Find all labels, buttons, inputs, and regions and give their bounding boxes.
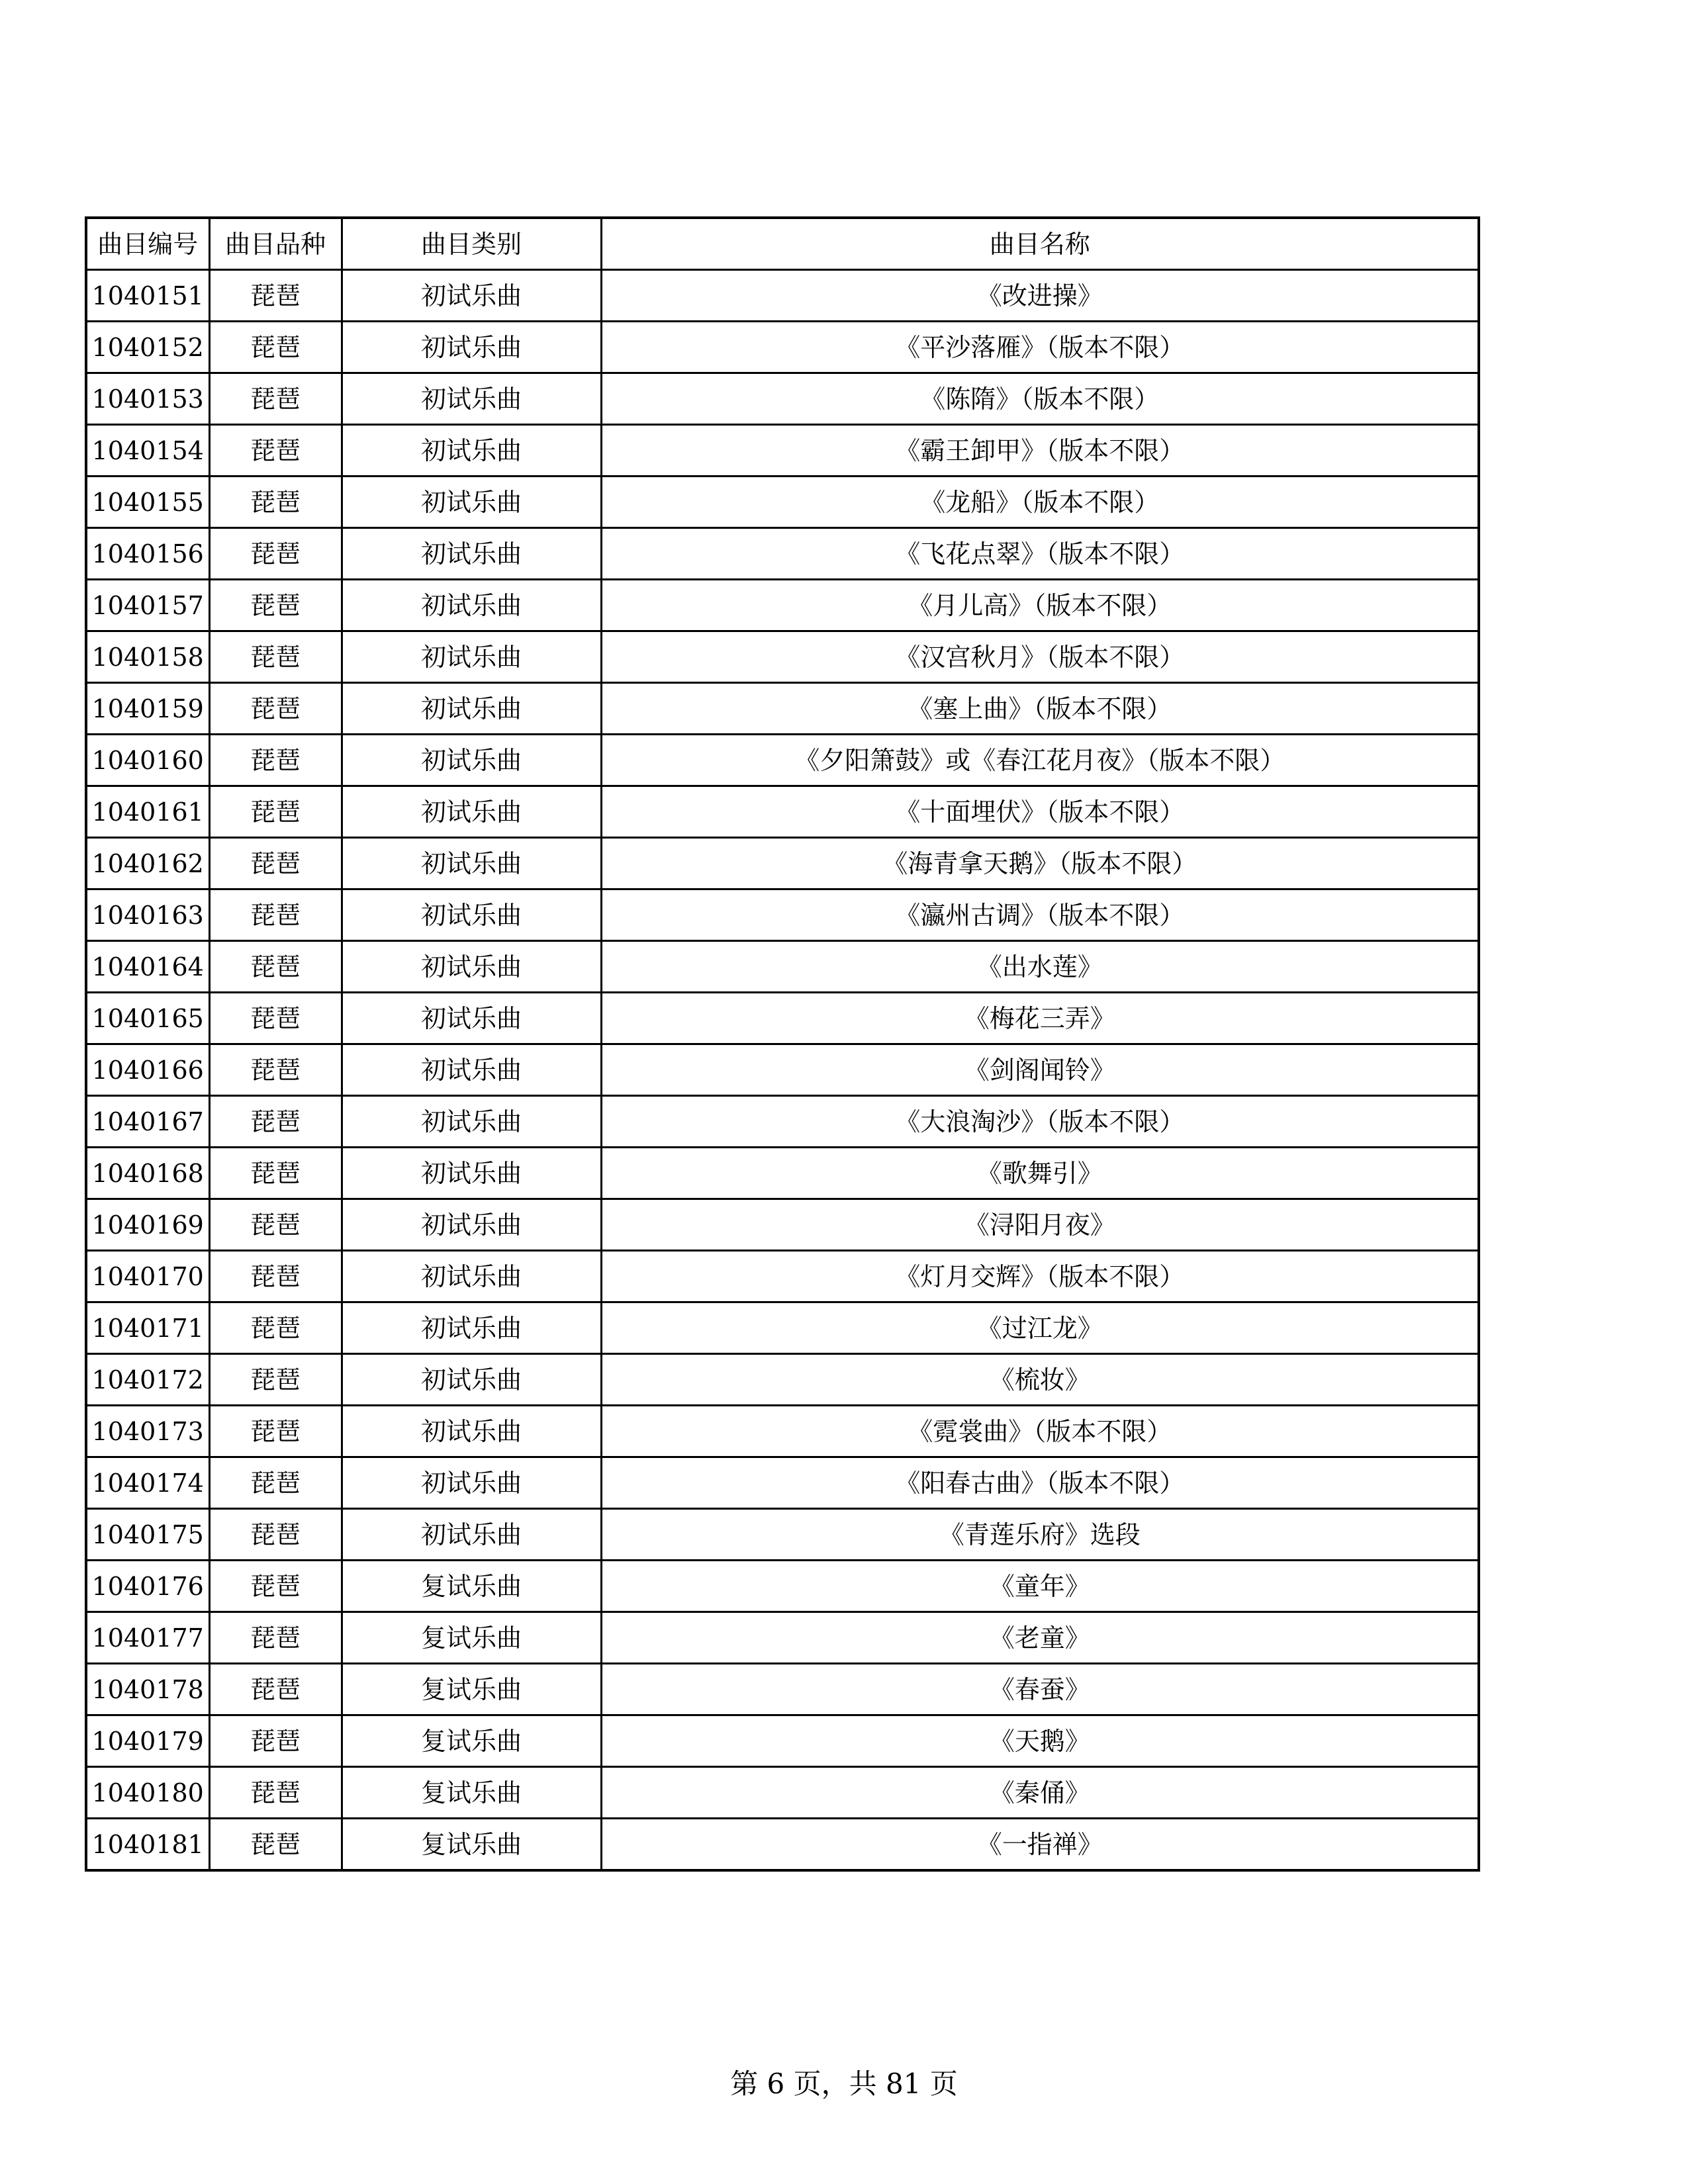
table-row <box>86 1715 1479 1767</box>
cell-category: 初试乐曲 <box>342 1199 601 1251</box>
cell-piece-number: 1040172 <box>86 1354 209 1406</box>
cell-category: 初试乐曲 <box>342 1251 601 1302</box>
cell-piece-number: 1040153 <box>86 373 209 425</box>
cell-instrument: 琵琶 <box>209 1819 342 1871</box>
header-category: 曲目类别 <box>342 218 601 270</box>
cell-piece-number: 1040161 <box>86 786 209 838</box>
cell-piece-number: 1040174 <box>86 1457 209 1509</box>
table-row <box>86 683 1479 735</box>
cell-piece-number: 1040164 <box>86 941 209 993</box>
cell-instrument: 琵琶 <box>209 941 342 993</box>
cell-piece-title: 《阳春古曲》（版本不限） <box>601 1457 1479 1509</box>
table-row <box>86 1819 1479 1871</box>
table-row <box>86 941 1479 993</box>
cell-piece-number: 1040175 <box>86 1509 209 1561</box>
cell-piece-number: 1040158 <box>86 631 209 683</box>
cell-instrument: 琵琶 <box>209 1044 342 1096</box>
cell-piece-title: 《改进操》 <box>601 270 1479 322</box>
cell-instrument: 琵琶 <box>209 838 342 889</box>
cell-category: 初试乐曲 <box>342 1406 601 1457</box>
cell-piece-number: 1040162 <box>86 838 209 889</box>
cell-piece-number: 1040170 <box>86 1251 209 1302</box>
table-row <box>86 1561 1479 1612</box>
table-row <box>86 580 1479 631</box>
table-row <box>86 786 1479 838</box>
cell-instrument: 琵琶 <box>209 1767 342 1819</box>
cell-piece-title: 《老童》 <box>601 1612 1479 1664</box>
header-piece-number: 曲目编号 <box>86 218 209 270</box>
table-row <box>86 1148 1479 1199</box>
cell-category: 复试乐曲 <box>342 1612 601 1664</box>
cell-piece-title: 《一指禅》 <box>601 1819 1479 1871</box>
cell-piece-title: 《大浪淘沙》（版本不限） <box>601 1096 1479 1148</box>
cell-piece-number: 1040156 <box>86 528 209 580</box>
cell-piece-title: 《汉宫秋月》（版本不限） <box>601 631 1479 683</box>
cell-category: 初试乐曲 <box>342 1148 601 1199</box>
table-row <box>86 477 1479 528</box>
cell-category: 初试乐曲 <box>342 786 601 838</box>
cell-instrument: 琵琶 <box>209 631 342 683</box>
cell-instrument: 琵琶 <box>209 477 342 528</box>
cell-piece-number: 1040171 <box>86 1302 209 1354</box>
cell-category: 复试乐曲 <box>342 1819 601 1871</box>
table-row <box>86 1251 1479 1302</box>
cell-piece-number: 1040169 <box>86 1199 209 1251</box>
cell-piece-title: 《秦俑》 <box>601 1767 1479 1819</box>
cell-piece-title: 《浔阳月夜》 <box>601 1199 1479 1251</box>
table-row <box>86 373 1479 425</box>
cell-instrument: 琵琶 <box>209 1561 342 1612</box>
cell-piece-title: 《平沙落雁》（版本不限） <box>601 322 1479 373</box>
cell-piece-number: 1040167 <box>86 1096 209 1148</box>
page-number-footer: 第 6 页，共 81 页 <box>730 2068 958 2100</box>
cell-instrument: 琵琶 <box>209 270 342 322</box>
cell-piece-number: 1040179 <box>86 1715 209 1767</box>
cell-piece-title: 《梳妆》 <box>601 1354 1479 1406</box>
table-header-row <box>86 218 1479 270</box>
table-row <box>86 270 1479 322</box>
cell-piece-title: 《出水莲》 <box>601 941 1479 993</box>
cell-instrument: 琵琶 <box>209 528 342 580</box>
cell-piece-number: 1040177 <box>86 1612 209 1664</box>
table-row <box>86 1767 1479 1819</box>
table-row <box>86 1044 1479 1096</box>
cell-instrument: 琵琶 <box>209 1612 342 1664</box>
table-row <box>86 1664 1479 1715</box>
cell-piece-title: 《梅花三弄》 <box>601 993 1479 1044</box>
cell-instrument: 琵琶 <box>209 580 342 631</box>
cell-piece-number: 1040159 <box>86 683 209 735</box>
cell-instrument: 琵琶 <box>209 1664 342 1715</box>
cell-piece-title: 《灯月交辉》（版本不限） <box>601 1251 1479 1302</box>
cell-category: 初试乐曲 <box>342 477 601 528</box>
cell-instrument: 琵琶 <box>209 322 342 373</box>
cell-piece-title: 《剑阁闻铃》 <box>601 1044 1479 1096</box>
cell-piece-number: 1040166 <box>86 1044 209 1096</box>
cell-instrument: 琵琶 <box>209 735 342 786</box>
table-row <box>86 1406 1479 1457</box>
cell-piece-number: 1040168 <box>86 1148 209 1199</box>
cell-piece-number: 1040155 <box>86 477 209 528</box>
cell-piece-number: 1040154 <box>86 425 209 477</box>
cell-piece-title: 《夕阳箫鼓》或《春江花月夜》（版本不限） <box>601 735 1479 786</box>
cell-piece-title: 《瀛州古调》（版本不限） <box>601 889 1479 941</box>
cell-category: 复试乐曲 <box>342 1664 601 1715</box>
cell-category: 初试乐曲 <box>342 322 601 373</box>
cell-category: 初试乐曲 <box>342 270 601 322</box>
cell-category: 初试乐曲 <box>342 1096 601 1148</box>
table-row <box>86 1096 1479 1148</box>
table-row <box>86 838 1479 889</box>
cell-category: 初试乐曲 <box>342 373 601 425</box>
cell-piece-title: 《月儿高》（版本不限） <box>601 580 1479 631</box>
cell-category: 初试乐曲 <box>342 580 601 631</box>
table-row <box>86 1457 1479 1509</box>
cell-instrument: 琵琶 <box>209 1457 342 1509</box>
cell-instrument: 琵琶 <box>209 683 342 735</box>
table-row <box>86 735 1479 786</box>
table-row <box>86 993 1479 1044</box>
table-row <box>86 1612 1479 1664</box>
table-row <box>86 1509 1479 1561</box>
cell-category: 初试乐曲 <box>342 425 601 477</box>
cell-category: 复试乐曲 <box>342 1561 601 1612</box>
table-body <box>86 270 1479 1871</box>
cell-piece-title: 《青莲乐府》选段 <box>601 1509 1479 1561</box>
table-row <box>86 1199 1479 1251</box>
cell-piece-title: 《童年》 <box>601 1561 1479 1612</box>
cell-piece-number: 1040181 <box>86 1819 209 1871</box>
table-row <box>86 1302 1479 1354</box>
cell-piece-number: 1040176 <box>86 1561 209 1612</box>
cell-piece-number: 1040173 <box>86 1406 209 1457</box>
cell-category: 初试乐曲 <box>342 838 601 889</box>
cell-piece-title: 《过江龙》 <box>601 1302 1479 1354</box>
table-row <box>86 528 1479 580</box>
cell-instrument: 琵琶 <box>209 1096 342 1148</box>
cell-piece-number: 1040152 <box>86 322 209 373</box>
cell-instrument: 琵琶 <box>209 373 342 425</box>
cell-piece-number: 1040180 <box>86 1767 209 1819</box>
cell-category: 初试乐曲 <box>342 528 601 580</box>
cell-piece-title: 《塞上曲》（版本不限） <box>601 683 1479 735</box>
cell-instrument: 琵琶 <box>209 1302 342 1354</box>
cell-piece-number: 1040151 <box>86 270 209 322</box>
cell-piece-number: 1040178 <box>86 1664 209 1715</box>
cell-piece-title: 《陈隋》（版本不限） <box>601 373 1479 425</box>
cell-piece-title: 《霸王卸甲》（版本不限） <box>601 425 1479 477</box>
table-row <box>86 1354 1479 1406</box>
cell-category: 初试乐曲 <box>342 735 601 786</box>
cell-piece-number: 1040163 <box>86 889 209 941</box>
cell-instrument: 琵琶 <box>209 1251 342 1302</box>
cell-category: 初试乐曲 <box>342 631 601 683</box>
cell-piece-number: 1040157 <box>86 580 209 631</box>
cell-instrument: 琵琶 <box>209 1354 342 1406</box>
cell-piece-title: 《霓裳曲》（版本不限） <box>601 1406 1479 1457</box>
cell-piece-title: 《春蚕》 <box>601 1664 1479 1715</box>
cell-category: 初试乐曲 <box>342 993 601 1044</box>
cell-piece-title: 《天鹅》 <box>601 1715 1479 1767</box>
cell-piece-title: 《歌舞引》 <box>601 1148 1479 1199</box>
cell-category: 初试乐曲 <box>342 1354 601 1406</box>
cell-category: 复试乐曲 <box>342 1715 601 1767</box>
cell-instrument: 琵琶 <box>209 993 342 1044</box>
table-row <box>86 631 1479 683</box>
table-row <box>86 322 1479 373</box>
cell-instrument: 琵琶 <box>209 1148 342 1199</box>
cell-category: 初试乐曲 <box>342 1457 601 1509</box>
cell-piece-title: 《海青拿天鹅》（版本不限） <box>601 838 1479 889</box>
header-instrument: 曲目品种 <box>209 218 342 270</box>
cell-instrument: 琵琶 <box>209 1199 342 1251</box>
table-row <box>86 425 1479 477</box>
cell-piece-number: 1040160 <box>86 735 209 786</box>
cell-instrument: 琵琶 <box>209 425 342 477</box>
cell-piece-number: 1040165 <box>86 993 209 1044</box>
cell-category: 初试乐曲 <box>342 941 601 993</box>
cell-category: 初试乐曲 <box>342 1302 601 1354</box>
repertoire-table <box>85 216 1480 1872</box>
cell-category: 初试乐曲 <box>342 1509 601 1561</box>
cell-category: 初试乐曲 <box>342 1044 601 1096</box>
cell-category: 复试乐曲 <box>342 1767 601 1819</box>
cell-instrument: 琵琶 <box>209 786 342 838</box>
cell-instrument: 琵琶 <box>209 1509 342 1561</box>
cell-piece-title: 《飞花点翠》（版本不限） <box>601 528 1479 580</box>
header-piece-title: 曲目名称 <box>601 218 1479 270</box>
cell-category: 初试乐曲 <box>342 683 601 735</box>
table-row <box>86 889 1479 941</box>
cell-instrument: 琵琶 <box>209 1715 342 1767</box>
cell-instrument: 琵琶 <box>209 1406 342 1457</box>
cell-category: 初试乐曲 <box>342 889 601 941</box>
cell-instrument: 琵琶 <box>209 889 342 941</box>
cell-piece-title: 《十面埋伏》（版本不限） <box>601 786 1479 838</box>
cell-piece-title: 《龙船》（版本不限） <box>601 477 1479 528</box>
